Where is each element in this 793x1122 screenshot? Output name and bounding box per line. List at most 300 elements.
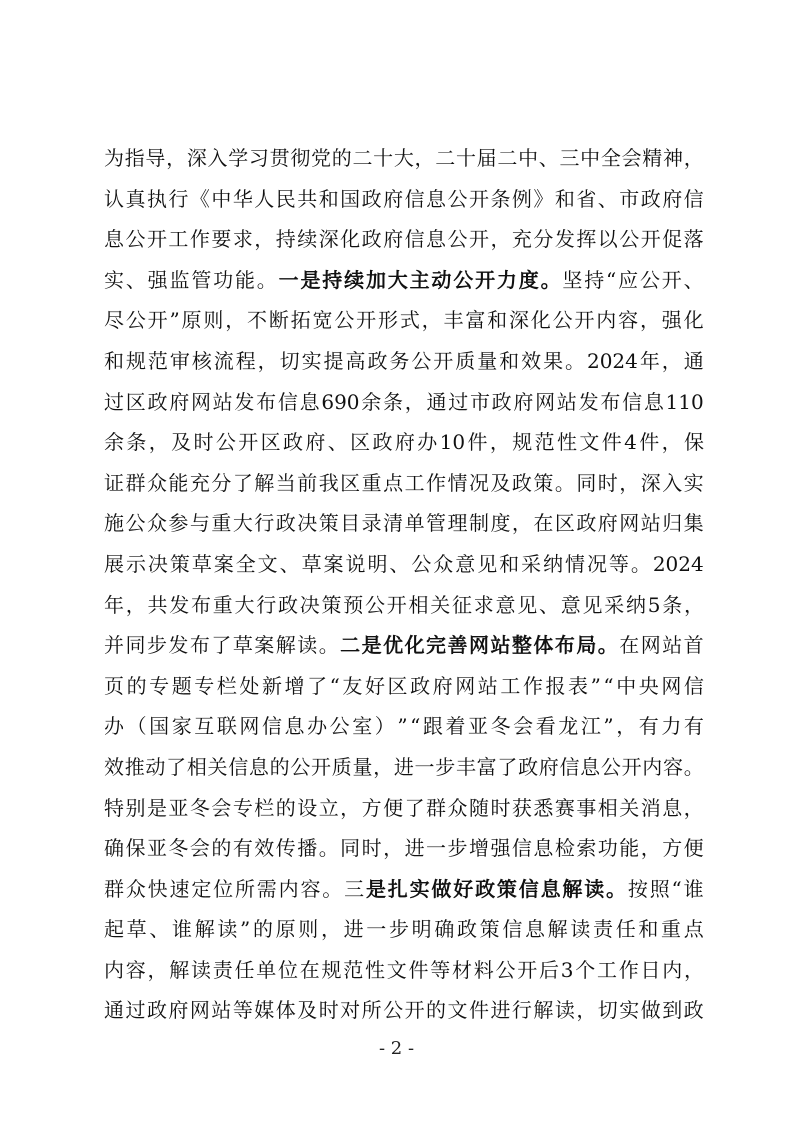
text-segment: 草 [126,917,147,942]
text-segment: 解 [169,957,190,982]
text-segment: 解 [194,917,215,942]
text-segment: 传 [275,836,296,861]
text-segment: 开 [621,754,642,779]
text-segment: 站 [662,633,683,658]
text-segment: 政 [491,389,512,414]
text-line [104,463,704,504]
text-segment: 采 [521,551,542,576]
text-segment: 通 [683,348,704,373]
text-segment: 110 [665,389,704,414]
text-segment: 大 [234,592,255,617]
text-segment: 同 [340,836,361,861]
text-segment: 布 [191,592,211,617]
text-segment: 当 [275,470,296,495]
text-segment: ， [320,917,341,942]
text-segment: 归 [662,511,683,536]
text-segment: 不 [247,308,268,333]
text-segment: 与 [189,511,210,536]
text-segment: 规 [512,430,533,455]
text-segment: 。 [318,836,339,861]
text-segment: 挥 [576,227,597,252]
text-segment: 续 [297,227,318,252]
text-segment: 2024 [652,551,704,576]
text-segment: 真 [125,186,146,211]
text-segment: 公 [411,551,432,576]
text-segment: 开 [147,308,168,333]
text-segment: 充 [511,227,532,252]
text-segment: 息 [643,389,664,414]
text-segment: 策 [533,470,554,495]
text-segment: 审 [169,348,190,373]
text-segment: 一 [426,836,447,861]
text-segment: 应 [618,267,639,292]
text-segment: 式 [399,308,420,333]
text-segment: 发 [169,592,190,617]
text-segment: 规 [321,957,342,982]
text-segment: 深 [186,146,207,170]
text-segment: 信 [622,389,643,414]
text-segment: 会 [621,146,642,170]
text-segment: 》 [533,186,554,211]
text-segment: 别 [125,795,146,820]
text-segment: 工 [404,470,425,495]
text-segment: 进 [490,998,511,1023]
text-segment: 友 [342,673,363,698]
text-segment: ， [340,795,361,820]
text-segment: 发 [234,389,255,414]
text-segment: 、 [149,917,170,942]
text-segment: 步 [146,633,167,658]
text-segment: 公 [383,998,404,1023]
text-segment: ， [421,308,442,333]
text-segment: 件 [639,430,660,455]
text-segment: 分 [211,470,232,495]
text-segment: 府 [383,227,404,252]
text-segment: 管 [426,511,447,536]
text-segment: 责 [212,957,233,982]
text-segment: 件 [601,430,622,455]
text-segment: 办 [104,714,124,739]
text-segment: 站 [640,511,661,536]
text-segment: 宽 [312,308,333,333]
text-segment: 站 [477,673,498,698]
text-segment: 重 [212,592,233,617]
text-segment: 开 [640,227,661,252]
text-segment: 亚 [168,795,189,820]
text-segment: ， [414,146,435,170]
text-segment: 解 [533,998,554,1023]
text-segment: 行 [168,186,189,211]
text-segment: 网 [640,633,661,658]
text-segment: 到 [662,998,683,1023]
text-segment: 网 [189,998,210,1023]
text-segment: 进 [343,917,364,942]
text-segment: 相 [408,592,429,617]
text-segment: 件 [408,957,429,982]
text-segment: 案 [254,633,275,658]
text-segment: 国 [149,714,170,739]
text-segment: 华 [232,186,253,211]
text-segment: 所 [234,876,255,901]
text-segment: 政 [367,348,388,373]
text-segment: 能 [619,836,640,861]
text-segment: 策 [169,551,190,576]
text-segment: 内 [278,876,299,901]
text-segment: 公 [495,957,516,982]
text-segment: 执 [146,186,167,211]
text-segment: 务 [389,348,410,373]
text-segment: 参 [168,511,189,536]
text-segment: 办 [307,714,328,739]
text-segment: 播 [297,836,318,861]
text-segment: 丰 [443,308,464,333]
text-segment: 深 [508,308,529,333]
text-segment: 高 [345,348,366,373]
text-segment: 和 [638,917,659,942]
text-segment: 落 [683,227,704,252]
text-segment: 专 [149,673,170,698]
text-segment: ” [397,714,408,739]
text-segment: 府 [432,673,453,698]
bold-text-segment: 是 [300,267,321,292]
text-segment: 栏 [254,795,275,820]
text-segment: 纳 [626,592,646,617]
bold-text-segment: 一 [278,267,299,292]
text-segment: 及 [297,998,318,1023]
text-segment: 国 [340,186,361,211]
text-segment: 政 [278,592,298,617]
text-segment: 重 [361,470,382,495]
text-segment: 策 [318,511,339,536]
text-segment: 众 [447,795,468,820]
text-segment: 公 [447,186,468,211]
text-segment: 报 [545,673,566,698]
text-segment: （ [126,714,147,739]
text-segment: 跟 [422,714,443,739]
text-segment: 明 [367,551,388,576]
text-segment: 二 [497,146,518,170]
text-segment: 公 [290,754,311,779]
text-segment: 采 [604,592,625,617]
text-segment: 政 [361,227,382,252]
text-segment: 首 [683,633,704,658]
text-segment: 任 [615,917,636,942]
text-line [104,138,704,179]
text-segment: 增 [468,836,489,861]
text-segment: 公 [600,754,621,779]
text-segment: 料 [473,957,494,982]
text-segment: 内 [662,957,683,982]
text-segment: 有 [232,836,253,861]
text-segment: 共 [297,186,318,211]
text-segment: ， [166,146,187,170]
text-segment: 府 [662,186,683,211]
text-segment: 届 [476,146,497,170]
text-segment: ， [490,227,511,252]
text-segment: 亚 [146,836,167,861]
text-segment: 入 [662,470,683,495]
text-segment: 持 [275,227,296,252]
text-segment: 文 [386,957,407,982]
text-segment: 充 [189,470,210,495]
text-segment: 工 [596,957,617,982]
text-segment: 了 [497,754,518,779]
text-segment: 等 [232,998,253,1023]
bold-text-segment: 二 [340,633,361,658]
text-segment: 规 [125,348,146,373]
text-segment: 和 [487,308,508,333]
text-segment: ， [373,754,394,779]
body-text [104,138,704,1031]
text-segment: 作 [426,470,447,495]
text-segment: 龙 [558,714,579,739]
text-segment: 人 [254,186,275,211]
text-segment: 信 [228,754,249,779]
text-segment: 进 [393,754,414,779]
text-segment: 站 [211,998,232,1023]
text-segment: 等 [608,551,629,576]
text-segment: 了 [404,795,425,820]
text-segment: 习 [248,146,269,170]
text-segment: 开 [146,227,167,252]
text-segment: 媒 [254,998,275,1023]
text-segment: 导 [145,146,166,170]
text-segment: 说 [345,551,366,576]
text-segment: 及 [171,430,192,455]
text-segment: 690 [321,389,360,414]
text-segment: 中 [616,673,637,698]
text-segment: 示 [125,551,146,576]
text-segment: 能 [234,267,255,292]
text-segment: 强 [661,308,682,333]
text-segment: 时 [490,795,511,820]
text-segment: 府 [597,511,618,536]
text-segment: 处 [239,673,260,698]
text-segment: 区 [350,430,371,455]
text-segment: 以 [597,227,618,252]
text-segment: 并 [104,633,124,658]
text-segment: 为 [104,146,124,170]
text-segment: 深 [318,227,339,252]
text-segment: 范 [343,957,364,982]
text-segment: 容 [125,957,146,982]
text-segment: 读 [570,917,591,942]
bold-text-segment: 好 [453,876,474,901]
text-segment: 政 [511,470,532,495]
bold-text-segment: 体 [533,633,554,658]
text-segment: ， [619,470,640,495]
text-segment: 及 [490,470,511,495]
text-segment: 富 [476,754,497,779]
text-segment: 性 [556,430,577,455]
text-segment: 息 [299,389,320,414]
text-segment: ” [603,714,614,739]
text-segment: 决 [147,551,168,576]
text-segment: 实 [301,348,322,373]
text-segment: 时 [318,998,339,1023]
text-segment: 时 [361,836,382,861]
text-segment: 信 [404,186,425,211]
text-segment: 了 [307,673,328,698]
text-segment: 读 [554,998,575,1023]
text-line [104,544,704,585]
text-line [104,585,704,626]
text-segment: 表 [568,673,589,698]
text-segment: 政 [640,186,661,211]
text-segment: 同 [576,470,597,495]
text-segment: 实 [683,470,704,495]
text-segment: 。 [565,348,586,373]
text-segment: 和 [499,348,520,373]
text-segment: 管 [191,267,212,292]
text-segment: 信 [404,227,425,252]
text-segment: 在 [299,957,320,982]
text-segment: 则 [203,308,224,333]
text-segment: 清 [383,511,404,536]
text-segment: 会 [211,795,232,820]
bold-text-segment: 。 [606,876,627,901]
text-segment: 读 [191,957,211,982]
text-segment: 的 [252,917,273,942]
text-segment: 切 [279,348,300,373]
text-segment: 冬 [189,795,210,820]
text-segment: 作 [522,673,543,698]
text-segment: 设 [297,795,318,820]
text-segment: 公 [329,714,350,739]
text-segment: 入 [207,146,228,170]
text-segment: 文 [579,430,600,455]
text-segment: 信 [277,389,298,414]
text-segment: 促 [662,227,683,252]
text-segment: 容 [300,876,321,901]
text-segment: 和 [554,186,575,211]
text-line [104,990,704,1031]
text-segment: 共 [147,592,168,617]
text-segment: 开 [517,957,538,982]
text-segment: 三 [559,146,580,170]
text-line [104,828,704,869]
text-segment: 发 [554,227,575,252]
text-segment: 条 [383,389,403,414]
text-segment: 况 [586,551,607,576]
bold-text-segment: 主 [409,267,430,292]
text-segment: 意 [495,592,516,617]
text-segment: 容 [618,308,639,333]
text-segment: 通 [426,389,447,414]
text-segment: 悉 [533,795,554,820]
bold-text-segment: 局 [576,633,597,658]
text-segment: 公 [447,227,468,252]
text-segment: 检 [554,836,575,861]
text-segment: 网 [455,673,476,698]
bold-text-segment: 。 [540,267,561,292]
text-segment: ， [511,511,532,536]
bold-text-segment: 读 [584,876,605,901]
text-segment: 政 [410,673,431,698]
text-segment: 开 [238,430,259,455]
text-segment: 前 [297,470,318,495]
text-segment: ， [683,146,704,170]
text-segment: 政 [518,754,539,779]
text-segment: 息 [662,795,683,820]
text-segment: 大 [393,146,414,170]
text-segment: 府 [538,754,559,779]
text-segment: 网 [535,389,556,414]
page-number: - 2 - [378,1038,415,1059]
text-segment: 预 [343,592,364,617]
text-segment: 题 [171,673,192,698]
text-segment: 录 [361,511,382,536]
text-segment: 联 [216,714,237,739]
text-segment: 专 [232,795,253,820]
text-segment: 决 [299,592,320,617]
text-segment: 持 [584,267,605,292]
text-segment: 流 [213,348,234,373]
text-segment: 信 [511,836,532,861]
text-segment: 形 [378,308,398,333]
text-segment: 所 [361,998,382,1023]
text-segment: “ [671,876,682,901]
text-segment: 过 [448,389,469,414]
bold-text-segment: 大 [387,267,408,292]
text-segment: 神 [662,146,683,170]
text-segment: 范 [147,348,168,373]
text-segment: 十 [373,146,394,170]
text-segment: 市 [469,389,490,414]
text-segment: 效 [521,348,542,373]
text-segment: 区 [260,430,281,455]
text-segment: 息 [426,227,447,252]
text-segment: 中 [211,186,232,211]
text-segment: 实 [619,998,640,1023]
text-segment: “ [606,267,617,292]
text-segment: ， [661,430,682,455]
text-segment: 案 [213,551,234,576]
text-segment: 化 [683,308,704,333]
text-line [104,869,704,910]
text-segment: 谁 [683,876,704,901]
bold-text-segment: 实 [409,876,430,901]
text-segment: ， [125,592,146,617]
text-line [104,788,704,829]
text-segment: 在 [619,633,640,658]
text-segment: 府 [394,430,415,455]
text-segment: 群 [125,470,146,495]
text-segment: 集 [683,511,704,536]
text-segment: 4 [624,430,637,455]
text-segment: 区 [387,673,408,698]
text-segment: 息 [248,754,269,779]
text-segment: 的 [211,836,232,861]
text-segment: 求 [232,227,253,252]
text-segment: 、 [389,551,410,576]
text-segment: 富 [465,308,486,333]
text-segment: 强 [147,267,168,292]
text-segment: 开 [386,592,407,617]
text-segment: 市 [619,186,640,211]
text-segment: 众 [125,876,146,901]
text-segment: 行 [256,592,277,617]
text-segment: ” [169,308,180,333]
text-segment: 需 [256,876,277,901]
text-segment: 重 [211,511,232,536]
text-segment: 消 [640,795,661,820]
text-segment: 指 [124,146,145,170]
text-segment: 证 [104,470,124,495]
text-segment: 内 [104,957,124,982]
text-segment: 况 [468,470,489,495]
text-segment: 质 [331,754,352,779]
